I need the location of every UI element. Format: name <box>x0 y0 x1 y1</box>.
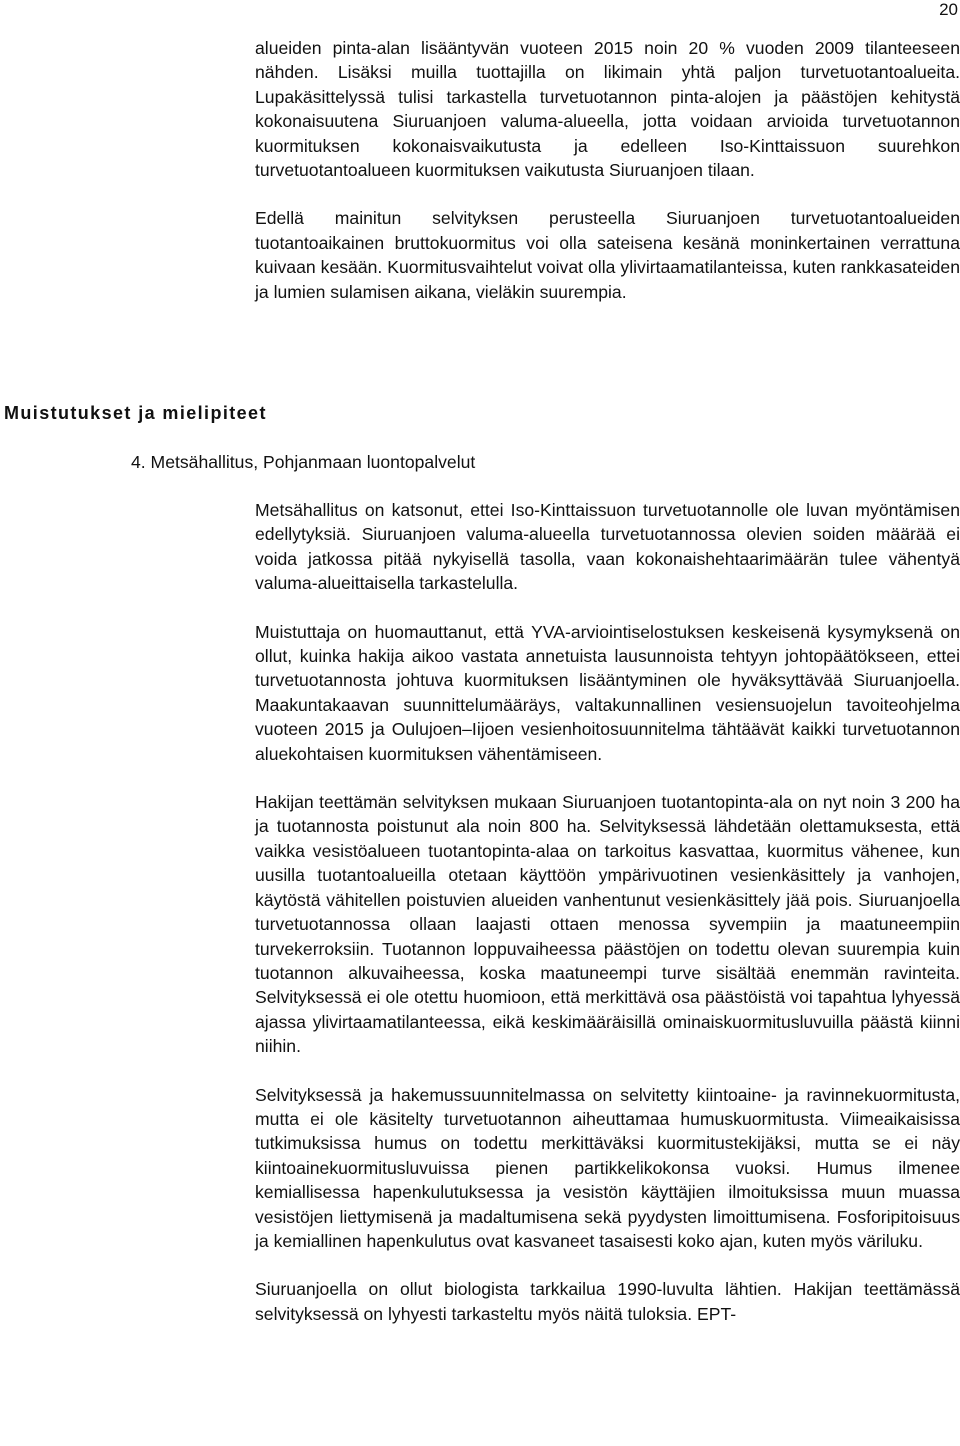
intro-paragraph-2: Edellä mainitun selvityksen perusteella Siuruanjoen turvetuotantoalueiden tuotantoaikainen bruttokuormitus voi olla sateisena kesänä moninkertainen verrattuna kuivaan kesään. Kuormitusvaihtelut voivat olla ylivirtaamatilanteissa, kuten rankkasateiden ja lumien sulamisen aikana, vieläkin suurempia. <box>255 208 960 302</box>
section-paragraph-2: Muistuttaja on huomauttanut, että YVA-arviointiselostuksen keskeisenä kysymyksenä on ollut, kuinka hakija aikoo vastata annetuista lausunnoista tehtyyn johtopäätökseen, ettei turvetuotannosta johtuva kuormituksen lisääntyminen ole hyväksyttävää Siuruanjoella. Maakuntakaavan suunnittelumääräys, valtakunnallinen vesiensuojelun tavoiteohjelma vuoteen 2015 ja Oulujoen–Iijoen vesienhoitosuunnitelma tähtäävät kaikki turvetuotannon aluekohtaisen kuormituksen vähentämiseen. <box>255 621 960 764</box>
section-body <box>255 498 960 1326</box>
intro-paragraph-1: alueiden pinta-alan lisääntyvän vuoteen 2015 noin 20 % vuoden 2009 tilanteeseen nähden. Lisäksi muilla tuottajilla on likimain yhtä paljon turvetuotantoalueita. Lupakäsittelyssä tulisi tarkastella turvetuotannon pinta-alojen ja päästöjen kehitystä kokonaisuutena Siuruanjoen valuma-alueella, jotta voidaan arvioida turvetuotannon kuormituksen kokonaisvaikutusta ja edelleen Iso-Kinttaissuon suurehkon turvetuotantoalueen kuormituksen vaikutusta Siuruanjoen tilaan. <box>255 38 960 181</box>
section-paragraph-3: Hakijan teettämän selvityksen mukaan Siuruanjoen tuotantopinta-ala on nyt noin 3 200 ha ja tuotannosta poistunut ala noin 800 ha. Selvityksessä lähdetään olettamuksesta, että vaikka vesistöalueen tuotantopinta-alaa on tarkoitus kasvattaa, kuormitus vähenee, kun uusilla tuotantoalueilla otetaan käyttöön ympärivuotinen vesienkäsittely ja vanhojen, käytöstä vähitellen poistuvien alueiden vanhentunut vesienkäsittely jää pois. Siuruanjoella turvetuotannossa ollaan laajasti ottaen menossa syvempiin ja maatuneempiin turvekerroksiin. Tuotannon loppuvaiheessa päästöjen on todettu olevan suurempia kuin tuotannon alkuvaiheessa, koska maatuneempi turve sisältää enemmän ravinteita. Selvityksessä ei ole otettu huomioon, että merkittävä osa päästöistä voi tapahtua lyhyessä ajassa ylivirtaamatilanteessa, eikä keskimääräisillä ominaiskuormitusluvuilla päästä kiinni niihin. <box>255 792 960 1057</box>
intro-block <box>255 36 960 304</box>
section-paragraph-5: Siuruanjoella on ollut biologista tarkkailua 1990-luvulta lähtien. Hakijan teettämässä selvityksessä on lyhyesti tarkasteltu myös näitä tuloksia. EPT- <box>255 1279 960 1324</box>
section-heading: Muistutukset ja mielipiteet <box>4 403 267 423</box>
section-paragraph-1: Metsähallitus on katsonut, ettei Iso-Kinttaissuon turvetuotannolle ole luvan myöntämisen edellytyksiä. Siuruanjoen valuma-alueella turvetuotannossa olevien soiden määrää ei voida jatkossa pitää nykyisellä tasolla, vaan kokonaishehtaarimäärän tulee vähentyä valuma-alueittaisella tarkastelulla. <box>255 500 960 594</box>
section-paragraph-4: Selvityksessä ja hakemussuunnitelmassa on selvitetty kiintoaine- ja ravinnekuormitusta, mutta ei ole käsitelty turvetuotannon aiheuttamaa humuskuormitusta. Viimeaikaisissa tutkimuksissa humus on todettu merkittäväksi kuormitustekijäksi, mutta se ei näy kiintoainekuormitusluvuissa pienen partikkelikokonsa vuoksi. Humus ilmenee kemiallisessa hapenkulutuksessa ja vesistön käyttäjien ilmoituksissa muun muassa vesistöjen liettymisenä ja madaltumisena sekä pyydysten limoittumisena. Fosforipitoisuus ja kemiallinen hapenkulutus ovat kasvaneet tasaisesti koko ajan, kuten myös väriluku. <box>255 1084 960 1251</box>
item-heading: 4. Metsähallitus, Pohjanmaan luontopalvelut <box>131 452 476 472</box>
page-number: 20 <box>939 0 958 19</box>
